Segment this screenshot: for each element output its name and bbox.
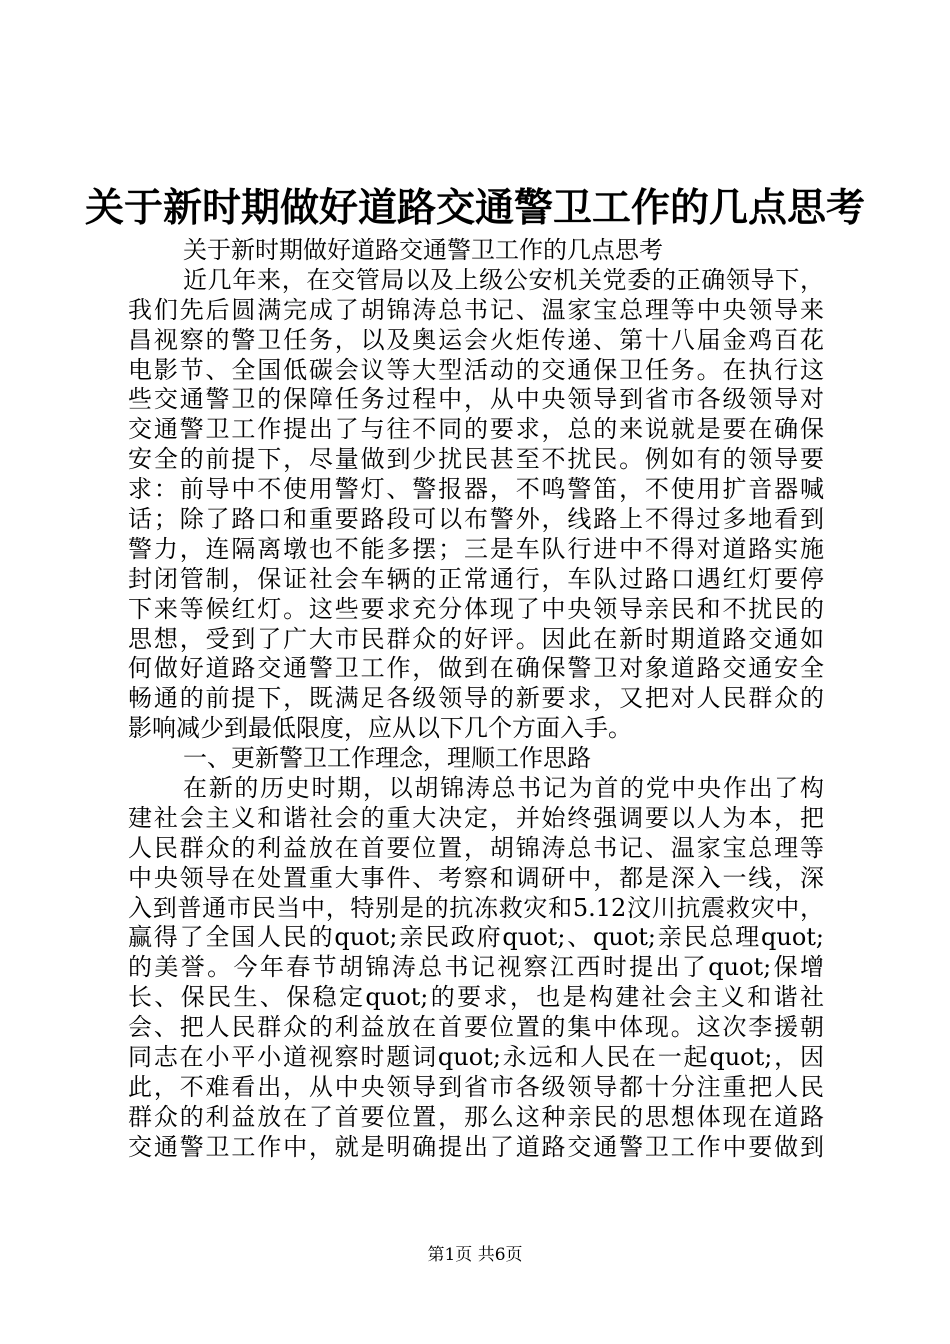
body-line: 一、更新警卫工作理念，理顺工作思路 bbox=[183, 744, 591, 773]
body-line: 的美誉。今年春节胡锦涛总书记视察江西时提出了quot;保增 bbox=[128, 953, 824, 982]
body-line: 些交通警卫的保障任务过程中，从中央领导到省市各级领导对 bbox=[128, 385, 824, 414]
body-line: 近几年来，在交管局以及上级公安机关党委的正确领导下， bbox=[183, 265, 824, 294]
body-line: 电影节、全国低碳会议等大型活动的交通保卫任务。在执行这 bbox=[128, 355, 824, 384]
body-line: 会、把人民群众的利益放在首要位置的集中体现。这次李援朝 bbox=[128, 1013, 824, 1042]
document-body bbox=[128, 236, 824, 1163]
body-line: 同志在小平小道视察时题词quot;永远和人民在一起quot;，因 bbox=[128, 1043, 824, 1072]
body-line: 下来等候红灯。这些要求充分体现了中央领导亲民和不扰民的 bbox=[128, 594, 824, 623]
body-line: 影响减少到最低限度，应从以下几个方面入手。 bbox=[128, 714, 632, 743]
body-line: 建社会主义和谐社会的重大决定，并始终强调要以人为本，把 bbox=[128, 803, 824, 832]
document-title: 关于新时期做好道路交通警卫工作的几点思考 bbox=[84, 185, 865, 231]
body-line: 交通警卫工作提出了与往不同的要求，总的来说就是要在确保 bbox=[128, 415, 824, 444]
body-line: 在新的历史时期，以胡锦涛总书记为首的党中央作出了构 bbox=[183, 774, 824, 803]
body-line: 思想，受到了广大市民群众的好评。因此在新时期道路交通如 bbox=[128, 624, 824, 653]
body-line: 此，不难看出，从中央领导到省市各级领导都十分注重把人民 bbox=[128, 1072, 824, 1101]
body-line: 关于新时期做好道路交通警卫工作的几点思考 bbox=[183, 236, 663, 264]
body-line: 求：前导中不使用警灯、警报器，不鸣警笛，不使用扩音器喊 bbox=[128, 475, 824, 504]
body-line: 人民群众的利益放在首要位置，胡锦涛总书记、温家宝总理等 bbox=[128, 833, 824, 862]
body-line: 交通警卫工作中，就是明确提出了道路交通警卫工作中要做到 bbox=[128, 1132, 824, 1161]
body-line: 长、保民生、保稳定quot;的要求，也是构建社会主义和谐社 bbox=[128, 983, 824, 1012]
body-line: 入到普通市民当中，特别是的抗冻救灾和5.12汶川抗震救灾中， bbox=[128, 893, 824, 922]
body-line: 畅通的前提下，既满足各级领导的新要求，又把对人民群众的 bbox=[128, 684, 824, 713]
body-line: 昌视察的警卫任务，以及奥运会火炬传递、第十八届金鸡百花 bbox=[128, 325, 824, 354]
body-line: 赢得了全国人民的quot;亲民政府quot;、quot;亲民总理quot; bbox=[128, 923, 824, 952]
page-number: 第1页 共6页 bbox=[427, 1245, 523, 1265]
body-line: 何做好道路交通警卫工作，做到在确保警卫对象道路交通安全 bbox=[128, 654, 824, 683]
body-line: 警力，连隔离墩也不能多摆；三是车队行进中不得对道路实施 bbox=[128, 534, 824, 563]
body-line: 中央领导在处置重大事件、考察和调研中，都是深入一线，深 bbox=[128, 863, 824, 892]
body-line: 群众的利益放在了首要位置，那么这种亲民的思想体现在道路 bbox=[128, 1102, 824, 1131]
body-line: 安全的前提下，尽量做到少扰民甚至不扰民。例如有的领导要 bbox=[128, 445, 824, 474]
body-line: 话；除了路口和重要路段可以布警外，线路上不得过多地看到 bbox=[128, 505, 824, 534]
body-line: 封闭管制，保证社会车辆的正常通行，车队过路口遇红灯要停 bbox=[128, 564, 824, 593]
body-line: 我们先后圆满完成了胡锦涛总书记、温家宝总理等中央领导来 bbox=[128, 295, 824, 324]
